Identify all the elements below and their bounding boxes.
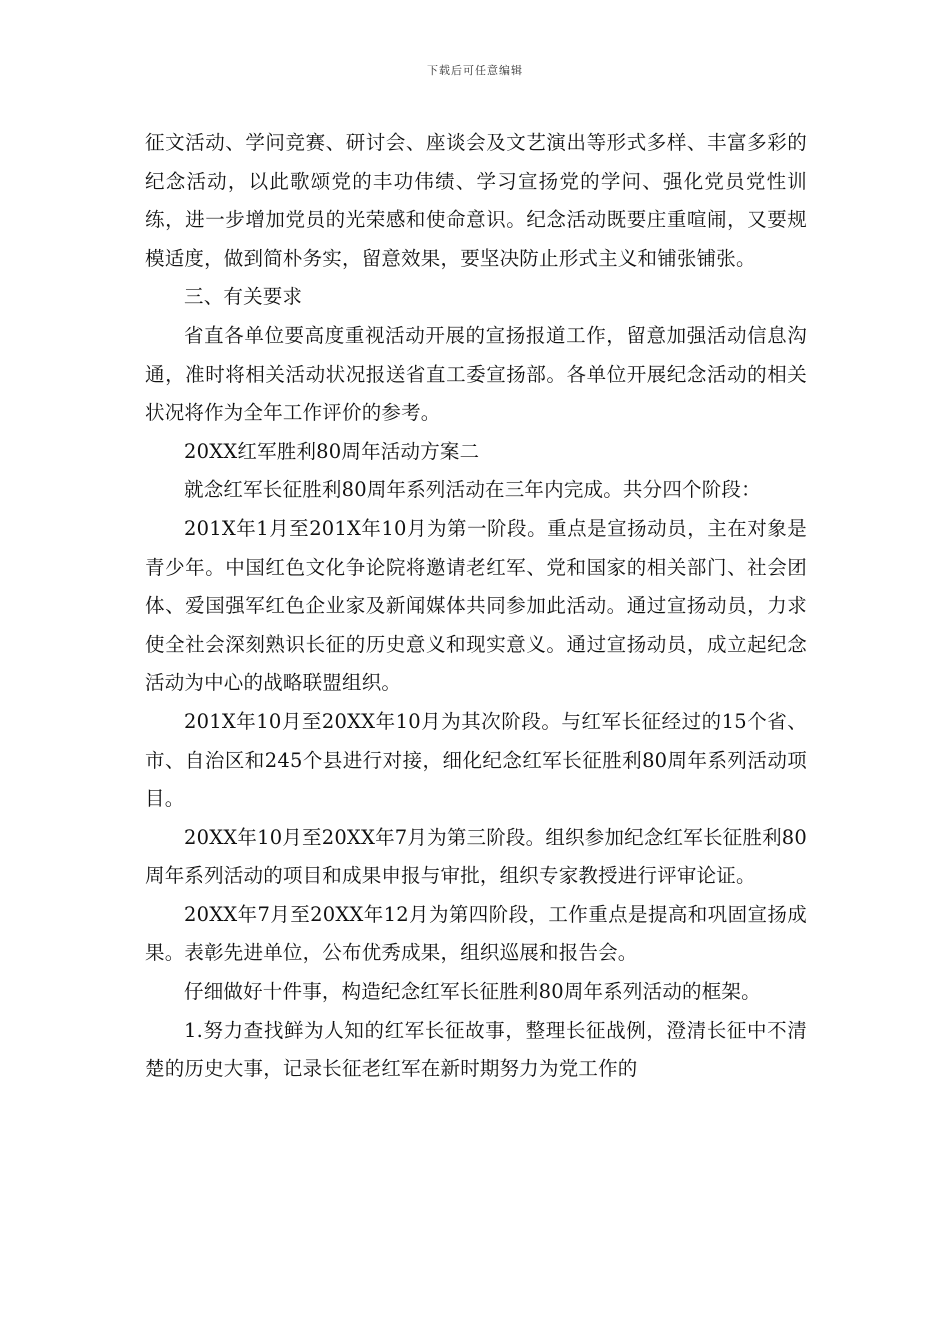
page-header: 下载后可任意编辑: [427, 64, 523, 77]
paragraph: 201X年10月至20XX年10月为其次阶段。与红军长征经过的15个省、市、自治区和245个县进行对接，细化纪念红军长征胜利80周年系列活动项目。: [145, 709, 807, 811]
section-heading: 三、有关要求: [184, 285, 303, 309]
document-body: [145, 124, 807, 1089]
paragraph: 征文活动、学问竞赛、研讨会、座谈会及文艺演出等形式多样、丰富多彩的纪念活动，以此歌颂党的丰功伟绩、学习宣扬党的学问、强化党员党性训练，进一步增加党员的光荣感和使命意识。纪念活动既要庄重喧闹，又要规模适度，做到简朴务实，留意效果，要坚决防止形式主义和铺张铺张。: [145, 131, 807, 270]
paragraph: 20XX年10月至20XX年7月为第三阶段。组织参加纪念红军长征胜利80周年系列活动的项目和成果申报与审批，组织专家教授进行评审论证。: [145, 825, 807, 888]
paragraph: 20XX年7月至20XX年12月为第四阶段，工作重点是提高和巩固宣扬成果。表彰先进单位，公布优秀成果，组织巡展和报告会。: [145, 902, 807, 965]
paragraph: 就念红军长征胜利80周年系列活动在三年内完成。共分四个阶段：: [184, 478, 761, 502]
paragraph: 仔细做好十件事，构造纪念红军长征胜利80周年系列活动的框架。: [184, 980, 761, 1004]
paragraph: 201X年1月至201X年10月为第一阶段。重点是宣扬动员，主在对象是青少年。中国红色文化争论院将邀请老红军、党和国家的相关部门、社会团体、爱国强军红色企业家及新闻媒体共同参加此活动。通过宣扬动员，力求使全社会深刻熟识长征的历史意义和现实意义。通过宣扬动员，成立起纪念活动为中心的战略联盟组织。: [145, 516, 807, 695]
section-heading: 20XX红军胜利80周年活动方案二: [184, 439, 480, 463]
paragraph: 省直各单位要高度重视活动开展的宣扬报道工作，留意加强活动信息沟通，准时将相关活动状况报送省直工委宣扬部。各单位开展纪念活动的相关状况将作为全年工作评价的参考。: [145, 323, 807, 425]
paragraph: 1.努力查找鲜为人知的红军长征故事，整理长征战例，澄清长征中不清楚的历史大事，记录长征老红军在新时期努力为党工作的: [145, 1018, 807, 1081]
